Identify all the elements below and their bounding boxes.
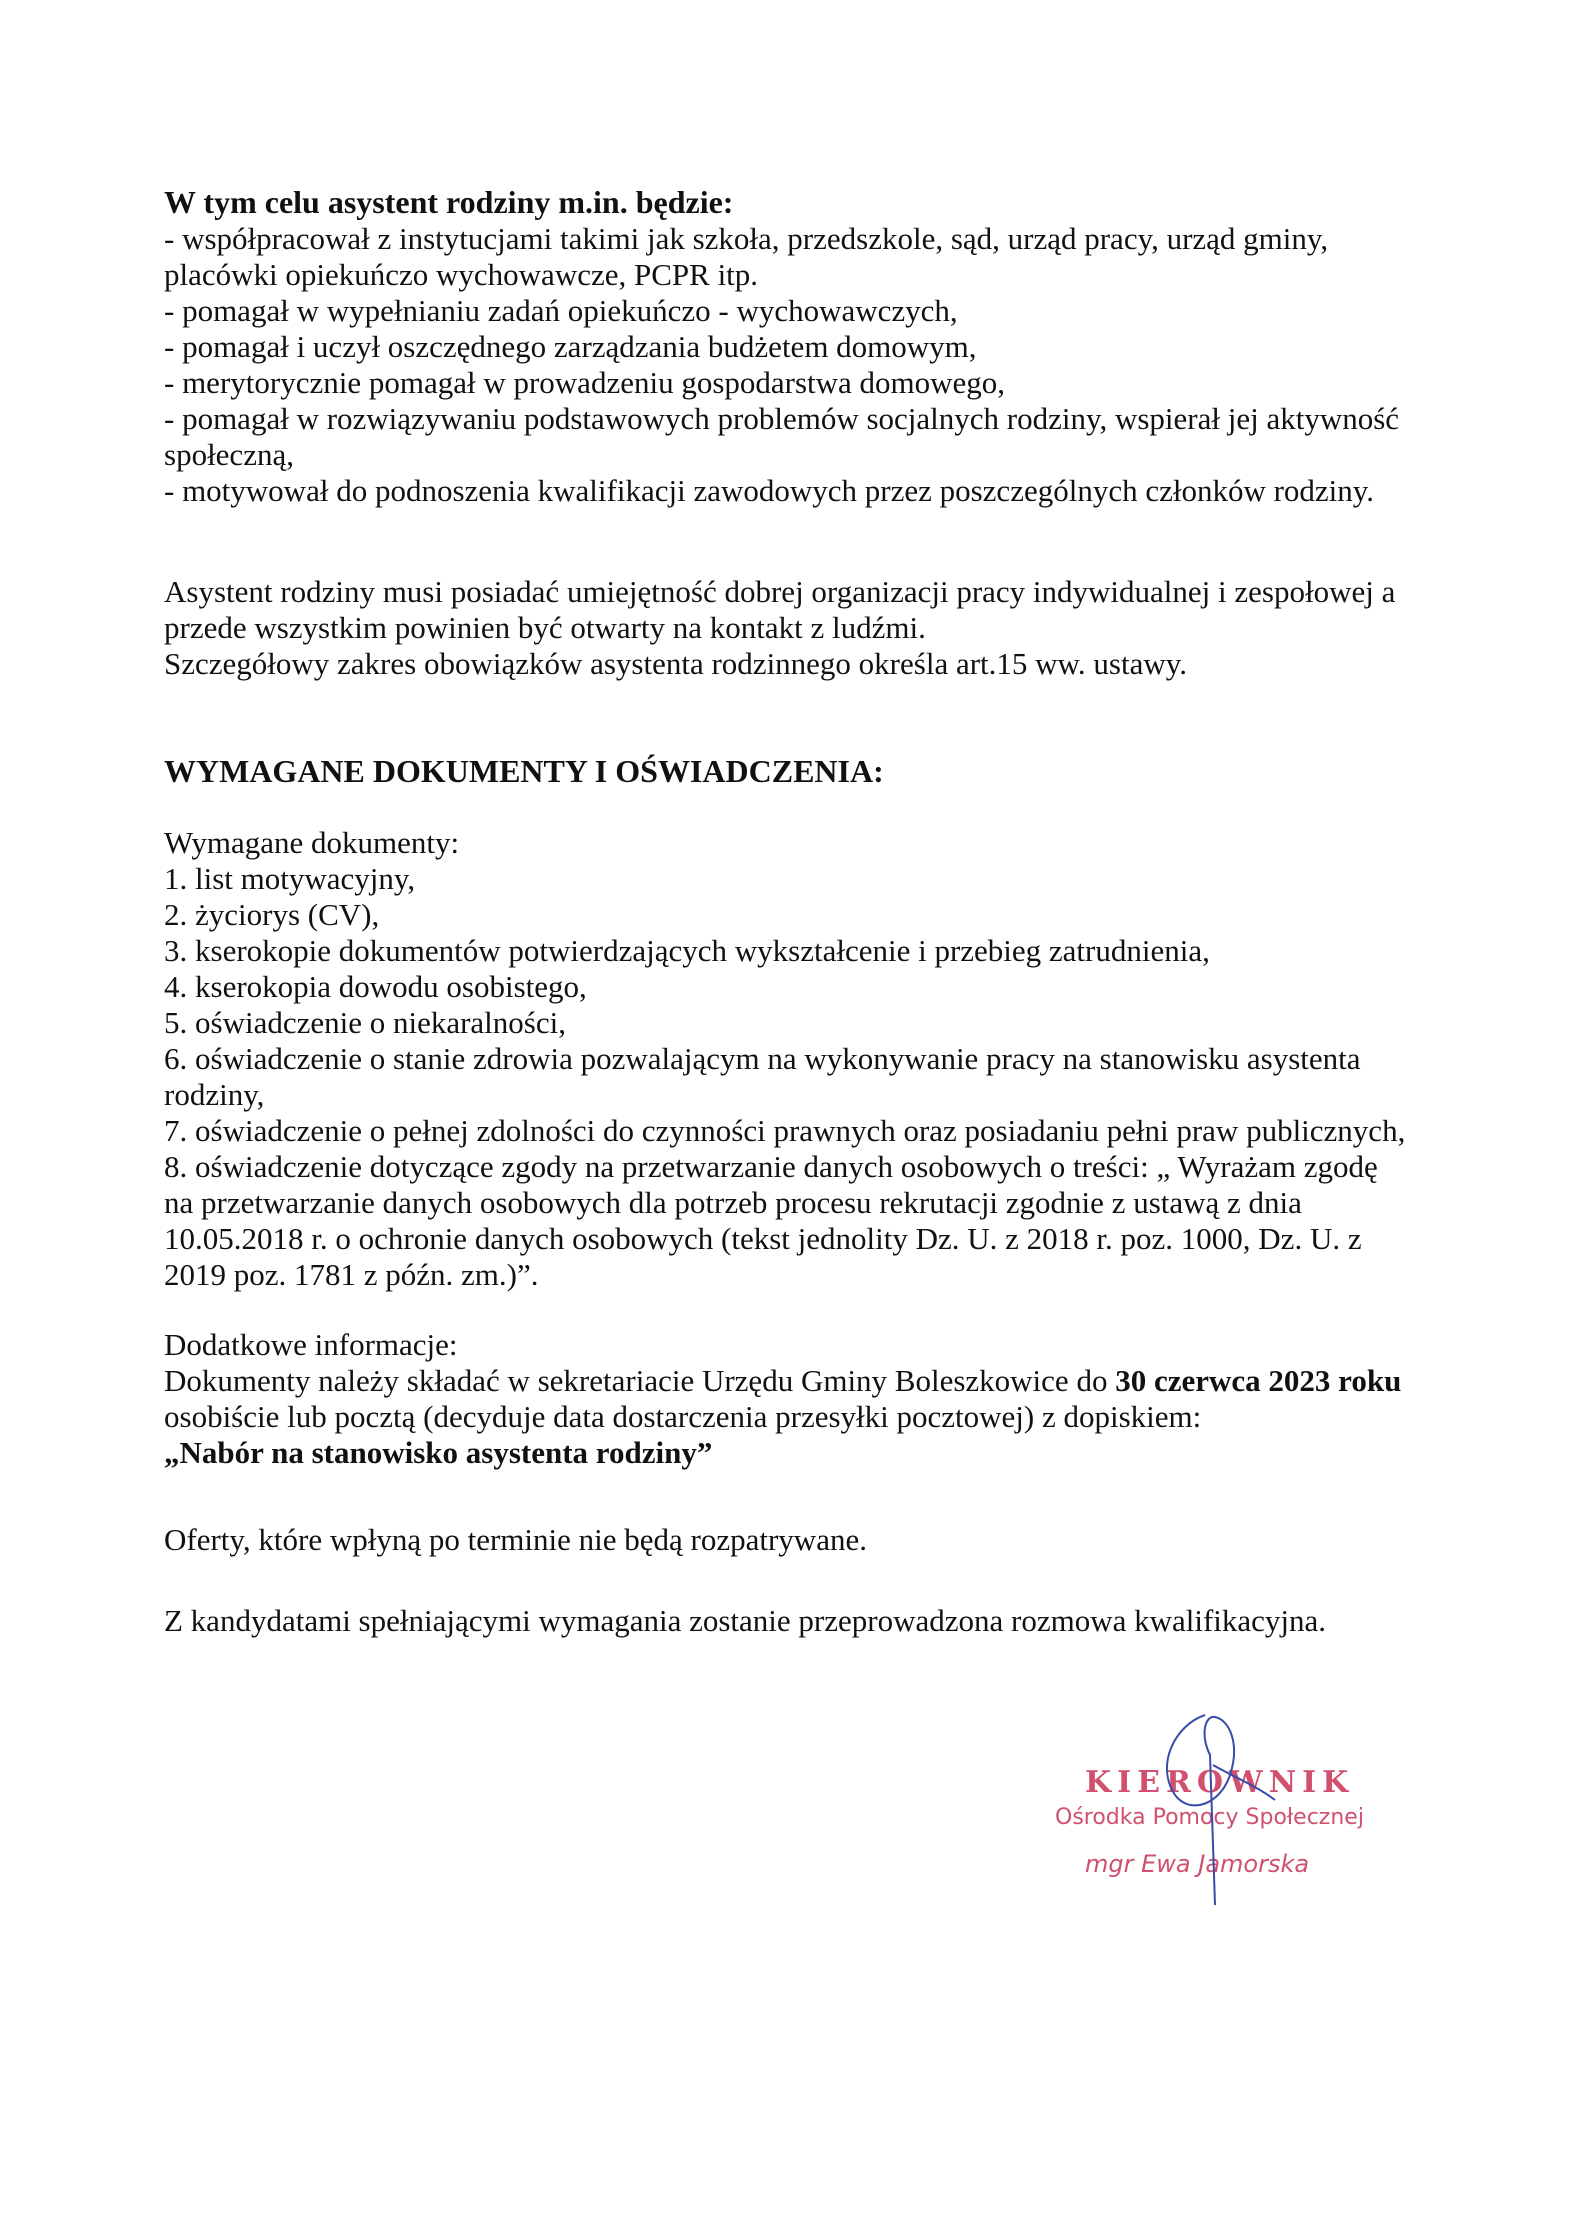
envelope-note: „Nabór na stanowisko asystenta rodziny” <box>164 1435 713 1470</box>
deadline-line <box>164 1363 1464 1399</box>
section-documents <box>164 752 1464 790</box>
document-item: 8. oświadczenie dotyczące zgody na przetwarzanie danych osobowych o treści: „ Wyrażam zgodę <box>164 1149 1378 1184</box>
document-item: rodziny, <box>164 1077 265 1112</box>
skills-line: Szczegółowy zakres obowiązków asystenta rodzinnego określa art.15 ww. ustawy. <box>164 646 1187 681</box>
document-item: na przetwarzanie danych osobowych dla potrzeb procesu rekrutacji zgodnie z ustawą z dnia <box>164 1185 1302 1220</box>
skills-line: Asystent rodziny musi posiadać umiejętność dobrej organizacji pracy indywidualnej i zespołowej a <box>164 574 1396 609</box>
documents-intro: Wymagane dokumenty: <box>164 825 460 860</box>
document-item: 2. życiorys (CV), <box>164 897 380 932</box>
document-item: 3. kserokopie dokumentów potwierdzających wykształcenie i przebieg zatrudnienia, <box>164 933 1210 968</box>
duties-heading: W tym celu asystent rodziny m.in. będzie: <box>164 184 734 220</box>
section-interview <box>164 1603 1464 1639</box>
duties-line: - pomagał w wypełnianiu zadań opiekuńczo - wychowawczych, <box>164 293 958 328</box>
late-offers-line: Oferty, które wpłyną po terminie nie będą rozpatrywane. <box>164 1522 867 1557</box>
stamp-institution: Ośrodka Pomocy Społecznej <box>1055 1805 1364 1830</box>
document-item: 5. oświadczenie o niekaralności, <box>164 1005 566 1040</box>
additional-info-intro: Dodatkowe informacje: <box>164 1327 458 1362</box>
interview-line: Z kandydatami spełniającymi wymagania zostanie przeprowadzona rozmowa kwalifikacyjna. <box>164 1603 1327 1638</box>
duties-line: - współpracował z instytucjami takimi jak szkoła, przedszkole, sąd, urząd pracy, urząd gminy, <box>164 221 1329 256</box>
duties-line: - pomagał i uczył oszczędnego zarządzania budżetem domowym, <box>164 329 977 364</box>
duties-line: - merytorycznie pomagał w prowadzeniu gospodarstwa domowego, <box>164 365 1006 400</box>
official-stamp <box>1045 1705 1365 1905</box>
section-additional-info <box>164 1327 1464 1471</box>
duties-line: - motywował do podnoszenia kwalifikacji zawodowych przez poszczególnych członków rodziny. <box>164 473 1375 508</box>
stamp-name: mgr Ewa Jamorska <box>1085 1850 1310 1878</box>
section-late-offers <box>164 1522 1464 1558</box>
duties-line: placówki opiekuńczo wychowawcze, PCPR itp. <box>164 257 759 292</box>
documents-heading: WYMAGANE DOKUMENTY I OŚWIADCZENIA: <box>164 753 884 789</box>
stamp-title: KIEROWNIK <box>1085 1765 1355 1800</box>
document-item: 4. kserokopia dowodu osobistego, <box>164 969 587 1004</box>
duties-line: społeczną, <box>164 437 294 472</box>
duties-line: - pomagał w rozwiązywaniu podstawowych problemów socjalnych rodziny, wspierał jej aktywność <box>164 401 1400 436</box>
signature-icon <box>1135 1705 1295 1925</box>
document-item: 2019 poz. 1781 z późn. zm.)”. <box>164 1257 539 1292</box>
document-item: 1. list motywacyjny, <box>164 861 416 896</box>
deadline-text: Dokumenty należy składać w sekretariacie Urzędu Gminy Boleszkowice do <box>164 1363 1116 1398</box>
document-item: 10.05.2018 r. o ochronie danych osobowych (tekst jednolity Dz. U. z 2018 r. poz. 1000, Dz. U. z <box>164 1221 1362 1256</box>
section-duties <box>164 183 1464 509</box>
delivery-line: osobiście lub pocztą (decyduje data dostarczenia przesyłki pocztowej) z dopiskiem: <box>164 1399 1202 1434</box>
deadline-date: 30 czerwca 2023 roku <box>1115 1363 1402 1398</box>
section-skills <box>164 574 1464 682</box>
document-item: 6. oświadczenie o stanie zdrowia pozwalającym na wykonywanie pracy na stanowisku asystenta <box>164 1041 1361 1076</box>
skills-line: przede wszystkim powinien być otwarty na kontakt z ludźmi. <box>164 610 926 645</box>
document-item: 7. oświadczenie o pełnej zdolności do czynności prawnych oraz posiadaniu pełni praw publicznych, <box>164 1113 1406 1148</box>
section-documents-list <box>164 825 1464 1293</box>
